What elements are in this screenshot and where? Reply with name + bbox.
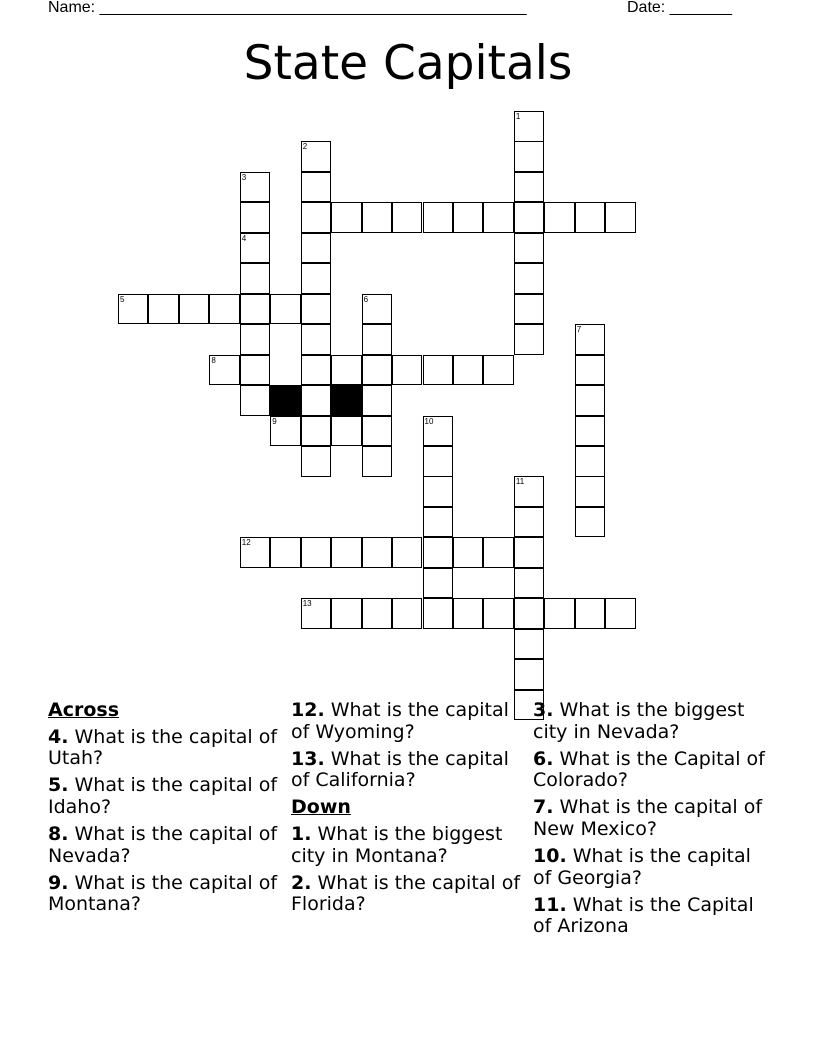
crossword-cell[interactable]	[453, 355, 483, 386]
crossword-cell[interactable]	[544, 598, 574, 629]
crossword-cell[interactable]	[423, 355, 453, 386]
crossword-cell[interactable]	[362, 294, 392, 325]
crossword-cell[interactable]	[301, 172, 331, 203]
clue-across-9	[48, 873, 288, 916]
crossword-cell[interactable]	[392, 355, 422, 386]
crossword-cell[interactable]	[483, 355, 513, 386]
clue-number-label: 5	[120, 294, 125, 304]
crossword-cell[interactable]	[575, 446, 605, 477]
clue-column-1	[48, 700, 288, 921]
clue-number-label: 3	[241, 172, 247, 182]
crossword-cell[interactable]	[118, 294, 148, 325]
crossword-cell[interactable]	[514, 263, 544, 294]
crossword-cell[interactable]	[179, 294, 209, 325]
crossword-cell[interactable]	[483, 202, 513, 233]
clue-number-label: 4	[241, 233, 247, 243]
clue-number-label: 6	[363, 294, 369, 304]
clue-across-5	[48, 775, 288, 818]
crossword-cell[interactable]	[240, 385, 270, 416]
black-cell	[331, 385, 361, 416]
clue-number-label: 7	[576, 325, 582, 335]
crossword-cell[interactable]	[301, 416, 331, 447]
clue-text: What is the biggest city in Nevada?	[533, 699, 745, 743]
clue-number-label: 8	[211, 355, 216, 365]
crossword-cell[interactable]	[240, 324, 270, 355]
crossword-cell[interactable]	[453, 598, 483, 629]
clue-number-label: 10	[424, 416, 434, 426]
crossword-cell[interactable]	[301, 537, 331, 568]
clue-down-7	[533, 797, 773, 840]
crossword-cell[interactable]	[362, 355, 392, 386]
crossword-cell[interactable]	[575, 416, 605, 447]
clue-down-6	[533, 749, 773, 792]
clue-number-label: 1	[515, 112, 521, 121]
crossword-cell[interactable]	[301, 294, 331, 325]
clue-number: 8.	[48, 822, 69, 845]
clue-number-label: 2	[302, 142, 308, 152]
crossword-cell[interactable]	[270, 537, 300, 568]
date-line: Date: _______	[627, 0, 732, 16]
crossword-cell[interactable]	[240, 263, 270, 294]
crossword-cell[interactable]	[240, 294, 270, 325]
clue-number-label: 11	[515, 477, 525, 487]
crossword-cell[interactable]	[575, 476, 605, 507]
clue-text: What is the Capital of Arizona	[533, 893, 754, 938]
black-cell	[270, 385, 300, 416]
crossword-cell[interactable]	[423, 598, 453, 629]
crossword-cell[interactable]	[575, 385, 605, 416]
crossword-cell[interactable]	[514, 537, 544, 568]
across-heading: Across	[48, 699, 120, 721]
crossword-cell[interactable]	[483, 598, 513, 629]
crossword-cell[interactable]	[362, 446, 392, 477]
crossword-cell[interactable]	[362, 202, 392, 233]
crossword-cell[interactable]	[301, 263, 331, 294]
crossword-cell[interactable]	[514, 294, 544, 325]
crossword-cell[interactable]	[514, 202, 544, 233]
crossword-cell[interactable]	[423, 568, 453, 599]
crossword-cell[interactable]	[392, 202, 422, 233]
crossword-cell[interactable]	[392, 537, 422, 568]
crossword-cell[interactable]	[209, 294, 239, 325]
clue-text: What is the capital of Florida?	[291, 871, 521, 916]
clue-text: What is the capital of Wyoming?	[291, 699, 509, 743]
crossword-cell[interactable]	[575, 324, 605, 355]
clue-column-3	[533, 700, 773, 943]
crossword-cell[interactable]	[575, 202, 605, 233]
crossword-cell[interactable]	[270, 294, 300, 325]
crossword-cell[interactable]	[544, 202, 574, 233]
crossword-cell[interactable]	[514, 324, 544, 355]
clue-number-label: 13	[302, 599, 312, 609]
crossword-cell[interactable]	[301, 141, 331, 172]
crossword-cell[interactable]	[240, 172, 270, 203]
clue-number: 9.	[48, 871, 69, 894]
crossword-cell[interactable]	[240, 202, 270, 233]
crossword-cell[interactable]	[423, 476, 453, 507]
crossword-cell[interactable]	[362, 324, 392, 355]
clue-text: What is the capital of Nevada?	[48, 822, 278, 867]
crossword-cell[interactable]	[240, 355, 270, 386]
crossword-cell[interactable]	[423, 446, 453, 477]
clue-text: What is the Capital of Colorado?	[533, 747, 765, 792]
clue-text: What is the biggest city in Montana?	[291, 822, 503, 867]
clue-number: 4.	[48, 725, 69, 748]
clue-text: What is the capital of Georgia?	[533, 845, 751, 889]
crossword-cell[interactable]	[148, 294, 178, 325]
clue-across-4	[48, 727, 288, 770]
page-title: State Capitals	[243, 36, 573, 91]
clue-number-label: 9	[272, 416, 277, 426]
clue-number-label: 12	[241, 538, 251, 548]
crossword-cell[interactable]	[483, 537, 513, 568]
crossword-cell[interactable]	[301, 355, 331, 386]
crossword-cell[interactable]	[453, 202, 483, 233]
clue-down-1	[291, 824, 531, 867]
clue-across-13	[291, 749, 531, 792]
clue-across-8	[48, 824, 288, 867]
clue-down-2	[291, 873, 531, 916]
crossword-cell[interactable]	[331, 537, 361, 568]
crossword-cell[interactable]	[270, 416, 300, 447]
clue-text: What is the capital of New Mexico?	[533, 796, 763, 840]
crossword-cell[interactable]	[514, 568, 544, 599]
crossword-cell[interactable]	[514, 476, 544, 507]
crossword-cell[interactable]	[301, 324, 331, 355]
crossword-cell[interactable]	[514, 659, 544, 690]
crossword-cell[interactable]	[331, 416, 361, 447]
clue-number: 10.	[533, 845, 567, 868]
crossword-cell[interactable]	[301, 446, 331, 477]
crossword-cell[interactable]	[514, 507, 544, 538]
clue-text: What is the capital of Utah?	[48, 725, 278, 770]
clue-down-11	[533, 895, 773, 938]
clue-number: 5.	[48, 774, 69, 797]
clue-text: What is the capital of California?	[291, 747, 509, 792]
clue-number: 12.	[291, 699, 325, 721]
clue-down-3	[533, 700, 773, 743]
crossword-cell[interactable]	[362, 416, 392, 447]
crossword-cell[interactable]	[514, 172, 544, 203]
crossword-cell[interactable]	[423, 507, 453, 538]
crossword-cell[interactable]	[301, 233, 331, 264]
clue-down-10	[533, 846, 773, 889]
crossword-cell[interactable]	[240, 537, 270, 568]
crossword-cell[interactable]	[575, 355, 605, 386]
crossword-cell[interactable]	[514, 629, 544, 660]
crossword-cell[interactable]	[605, 202, 635, 233]
crossword-cell[interactable]	[423, 537, 453, 568]
crossword-cell[interactable]	[331, 598, 361, 629]
crossword-cell[interactable]	[362, 537, 392, 568]
clue-number: 11.	[533, 893, 567, 916]
crossword-cell[interactable]	[240, 233, 270, 264]
crossword-cell[interactable]	[301, 598, 331, 629]
crossword-cell[interactable]	[209, 355, 239, 386]
clue-number: 13.	[291, 747, 325, 770]
crossword-cell[interactable]	[331, 355, 361, 386]
clue-column-2	[291, 700, 531, 921]
clue-number: 2.	[291, 871, 312, 894]
crossword-cell[interactable]	[301, 202, 331, 233]
crossword-cell[interactable]	[575, 507, 605, 538]
crossword-cell[interactable]	[514, 111, 544, 142]
crossword-cell[interactable]	[453, 537, 483, 568]
clue-across-12	[291, 700, 531, 743]
crossword-cell[interactable]	[575, 598, 605, 629]
down-heading: Down	[291, 796, 351, 819]
crossword-cell[interactable]	[514, 598, 544, 629]
crossword-cell[interactable]	[423, 202, 453, 233]
crossword-cell[interactable]	[392, 598, 422, 629]
crossword-cell[interactable]	[362, 385, 392, 416]
clue-number: 7.	[533, 796, 554, 819]
clue-text: What is the capital of Idaho?	[48, 774, 278, 818]
clue-text: What is the capital of Montana?	[48, 871, 278, 916]
clue-number: 6.	[533, 747, 554, 770]
crossword-cell[interactable]	[514, 141, 544, 172]
clue-number: 1.	[291, 822, 312, 845]
clue-number: 3.	[533, 699, 554, 721]
crossword-cell[interactable]	[423, 416, 453, 447]
crossword-cell[interactable]	[514, 233, 544, 264]
name-line: Name: ________________________________________________	[48, 0, 527, 16]
crossword-cell[interactable]	[301, 385, 331, 416]
crossword-cell[interactable]	[362, 598, 392, 629]
crossword-cell[interactable]	[605, 598, 635, 629]
crossword-cell[interactable]	[331, 202, 361, 233]
